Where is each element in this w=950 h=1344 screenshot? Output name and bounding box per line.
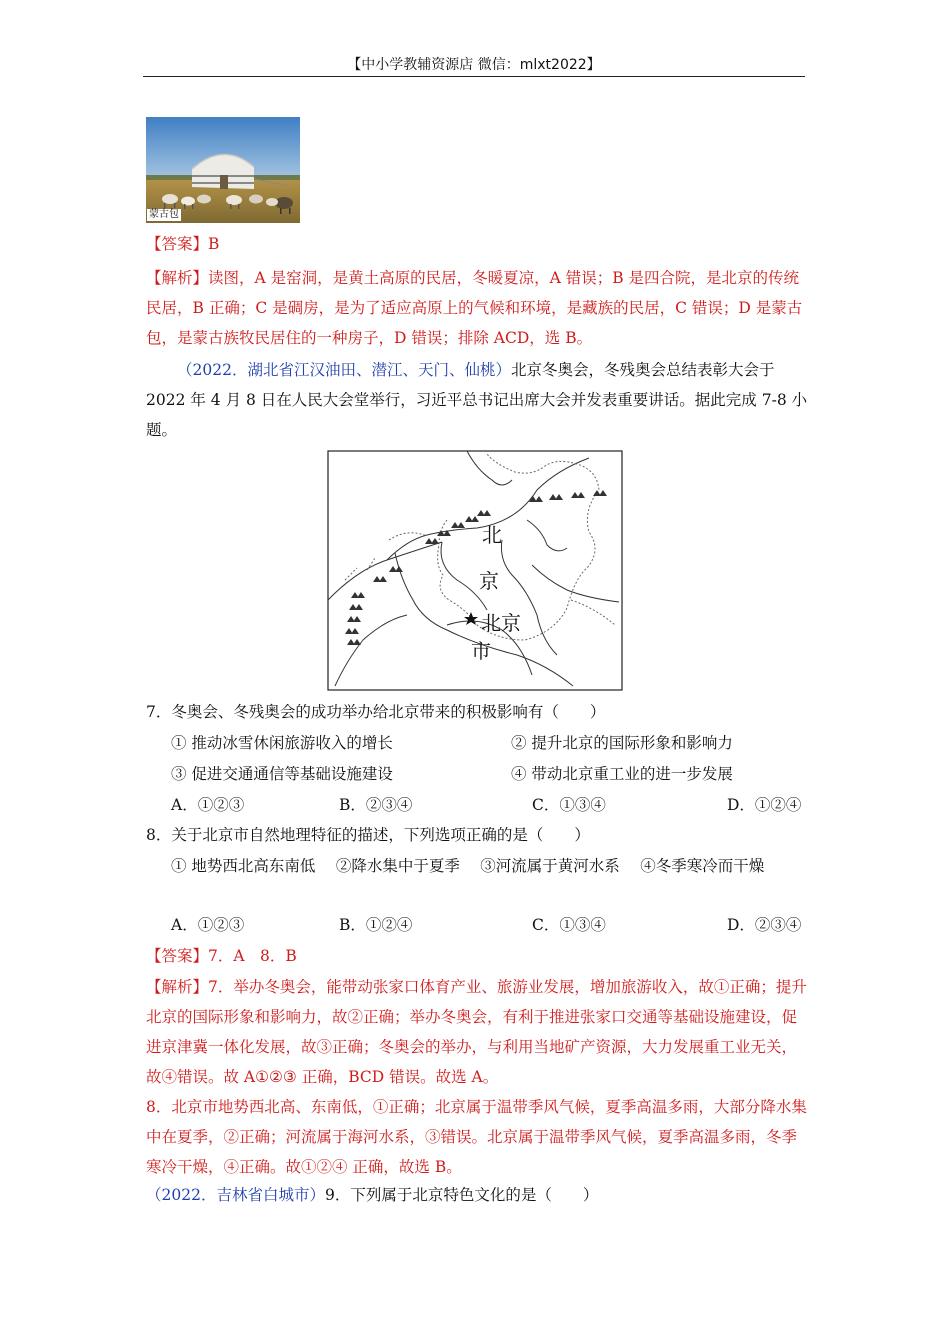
q8-choice-d: D．②③④ (727, 916, 802, 934)
q8-choice-a: A．①②③ (171, 916, 245, 934)
analysis-3: 8．北京市地势西北高、东南低，①正确；北京属于温带季风气候，夏季高温多雨，大部分降水集中在夏季，②正确；河流属于海河水系，③错误。北京属于温带季风气候，夏季高温多雨，冬季寒冷干燥，④正确。故①②④ 正确，故选 B。 (146, 1098, 807, 1176)
q7-item-4: ④ 带动北京重工业的进一步发展 (511, 765, 733, 783)
analysis-2: 【解析】7．举办冬奥会，能带动张家口体育产业、旅游业发展，增加旅游收入，故①正确；提升北京的国际形象和影响力，故②正确；举办冬奥会，有利于推进张家口交通等基础设施建设，促进京津冀一体化发展，故③正确；冬奥会的举办，与利用当地矿产资源，大力发展重工业无关，故④错误。故 A①②③ 正确，BCD 错误。故选 A。 (146, 978, 807, 1086)
map-label-bei: 北 (482, 523, 502, 547)
map-label-beijing: 北京 (481, 611, 521, 635)
intro-source: （2022．湖北省江汉油田、潜江、天门、仙桃） (177, 361, 511, 379)
map-label-jing: 京 (479, 569, 499, 593)
q9-paragraph (146, 1180, 808, 1210)
answer-1: 【答案】B (146, 235, 220, 253)
map-label-shi: 市 (471, 639, 491, 663)
q8-items: ① 地势西北高东南低 ②降水集中于夏季 ③河流属于黄河水系 ④冬季寒冷而干燥 (171, 857, 765, 875)
intro-paragraph (146, 355, 808, 445)
q8-stem: 8．关于北京市自然地理特征的描述，下列选项正确的是（ ） (146, 826, 590, 844)
q7-item-2: ② 提升北京的国际形象和影响力 (511, 734, 733, 752)
q8-choice-b: B．①②④ (339, 916, 413, 934)
answer-2: 【答案】7．A 8．B (146, 947, 297, 965)
page-header: 【中小学教辅资源店 微信：mlxt2022】 (347, 57, 601, 73)
q7-choice-c: C．①③④ (532, 796, 606, 814)
header-rule (143, 76, 805, 77)
q7-choice-d: D．①②④ (727, 796, 802, 814)
q7-item-1: ① 推动冰雪休闲旅游收入的增长 (171, 734, 393, 752)
q8-choice-c: C．①③④ (532, 916, 606, 934)
q7-choice-a: A．①②③ (171, 796, 245, 814)
analysis-1: 【解析】读图，A 是窑洞，是黄土高原的民居，冬暖夏凉，A 错误；B 是四合院，是北京的传统民居，B 正确；C 是碉房，是为了适应高原上的气候和环境，是藏族的民居，C 错误；D 是蒙古包，是蒙古族牧民居住的一种房子，D 错误；排除 ACD，选 B。 (146, 269, 803, 347)
q9-source: （2022．吉林省白城市） (146, 1186, 325, 1204)
intro-text: 北京冬奥会，冬残奥会总结表彰大会于 2022 年 4 月 8 日在人民大会堂举行，习近平总书记出席大会并发表重要讲话。据此完成 7-8 小题。 (146, 361, 808, 439)
yurt-photo (146, 117, 300, 223)
beijing-map (327, 450, 623, 691)
q7-choice-b: B．②③④ (339, 796, 413, 814)
photo-caption: 蒙古包 (149, 209, 179, 220)
q7-item-3: ③ 促进交通通信等基础设施建设 (171, 765, 393, 783)
q9-stem: 9．下列属于北京特色文化的是（ ） (324, 1186, 599, 1204)
q7-stem: 7．冬奥会、冬残奥会的成功举办给北京带来的积极影响有（ ） (146, 703, 606, 721)
